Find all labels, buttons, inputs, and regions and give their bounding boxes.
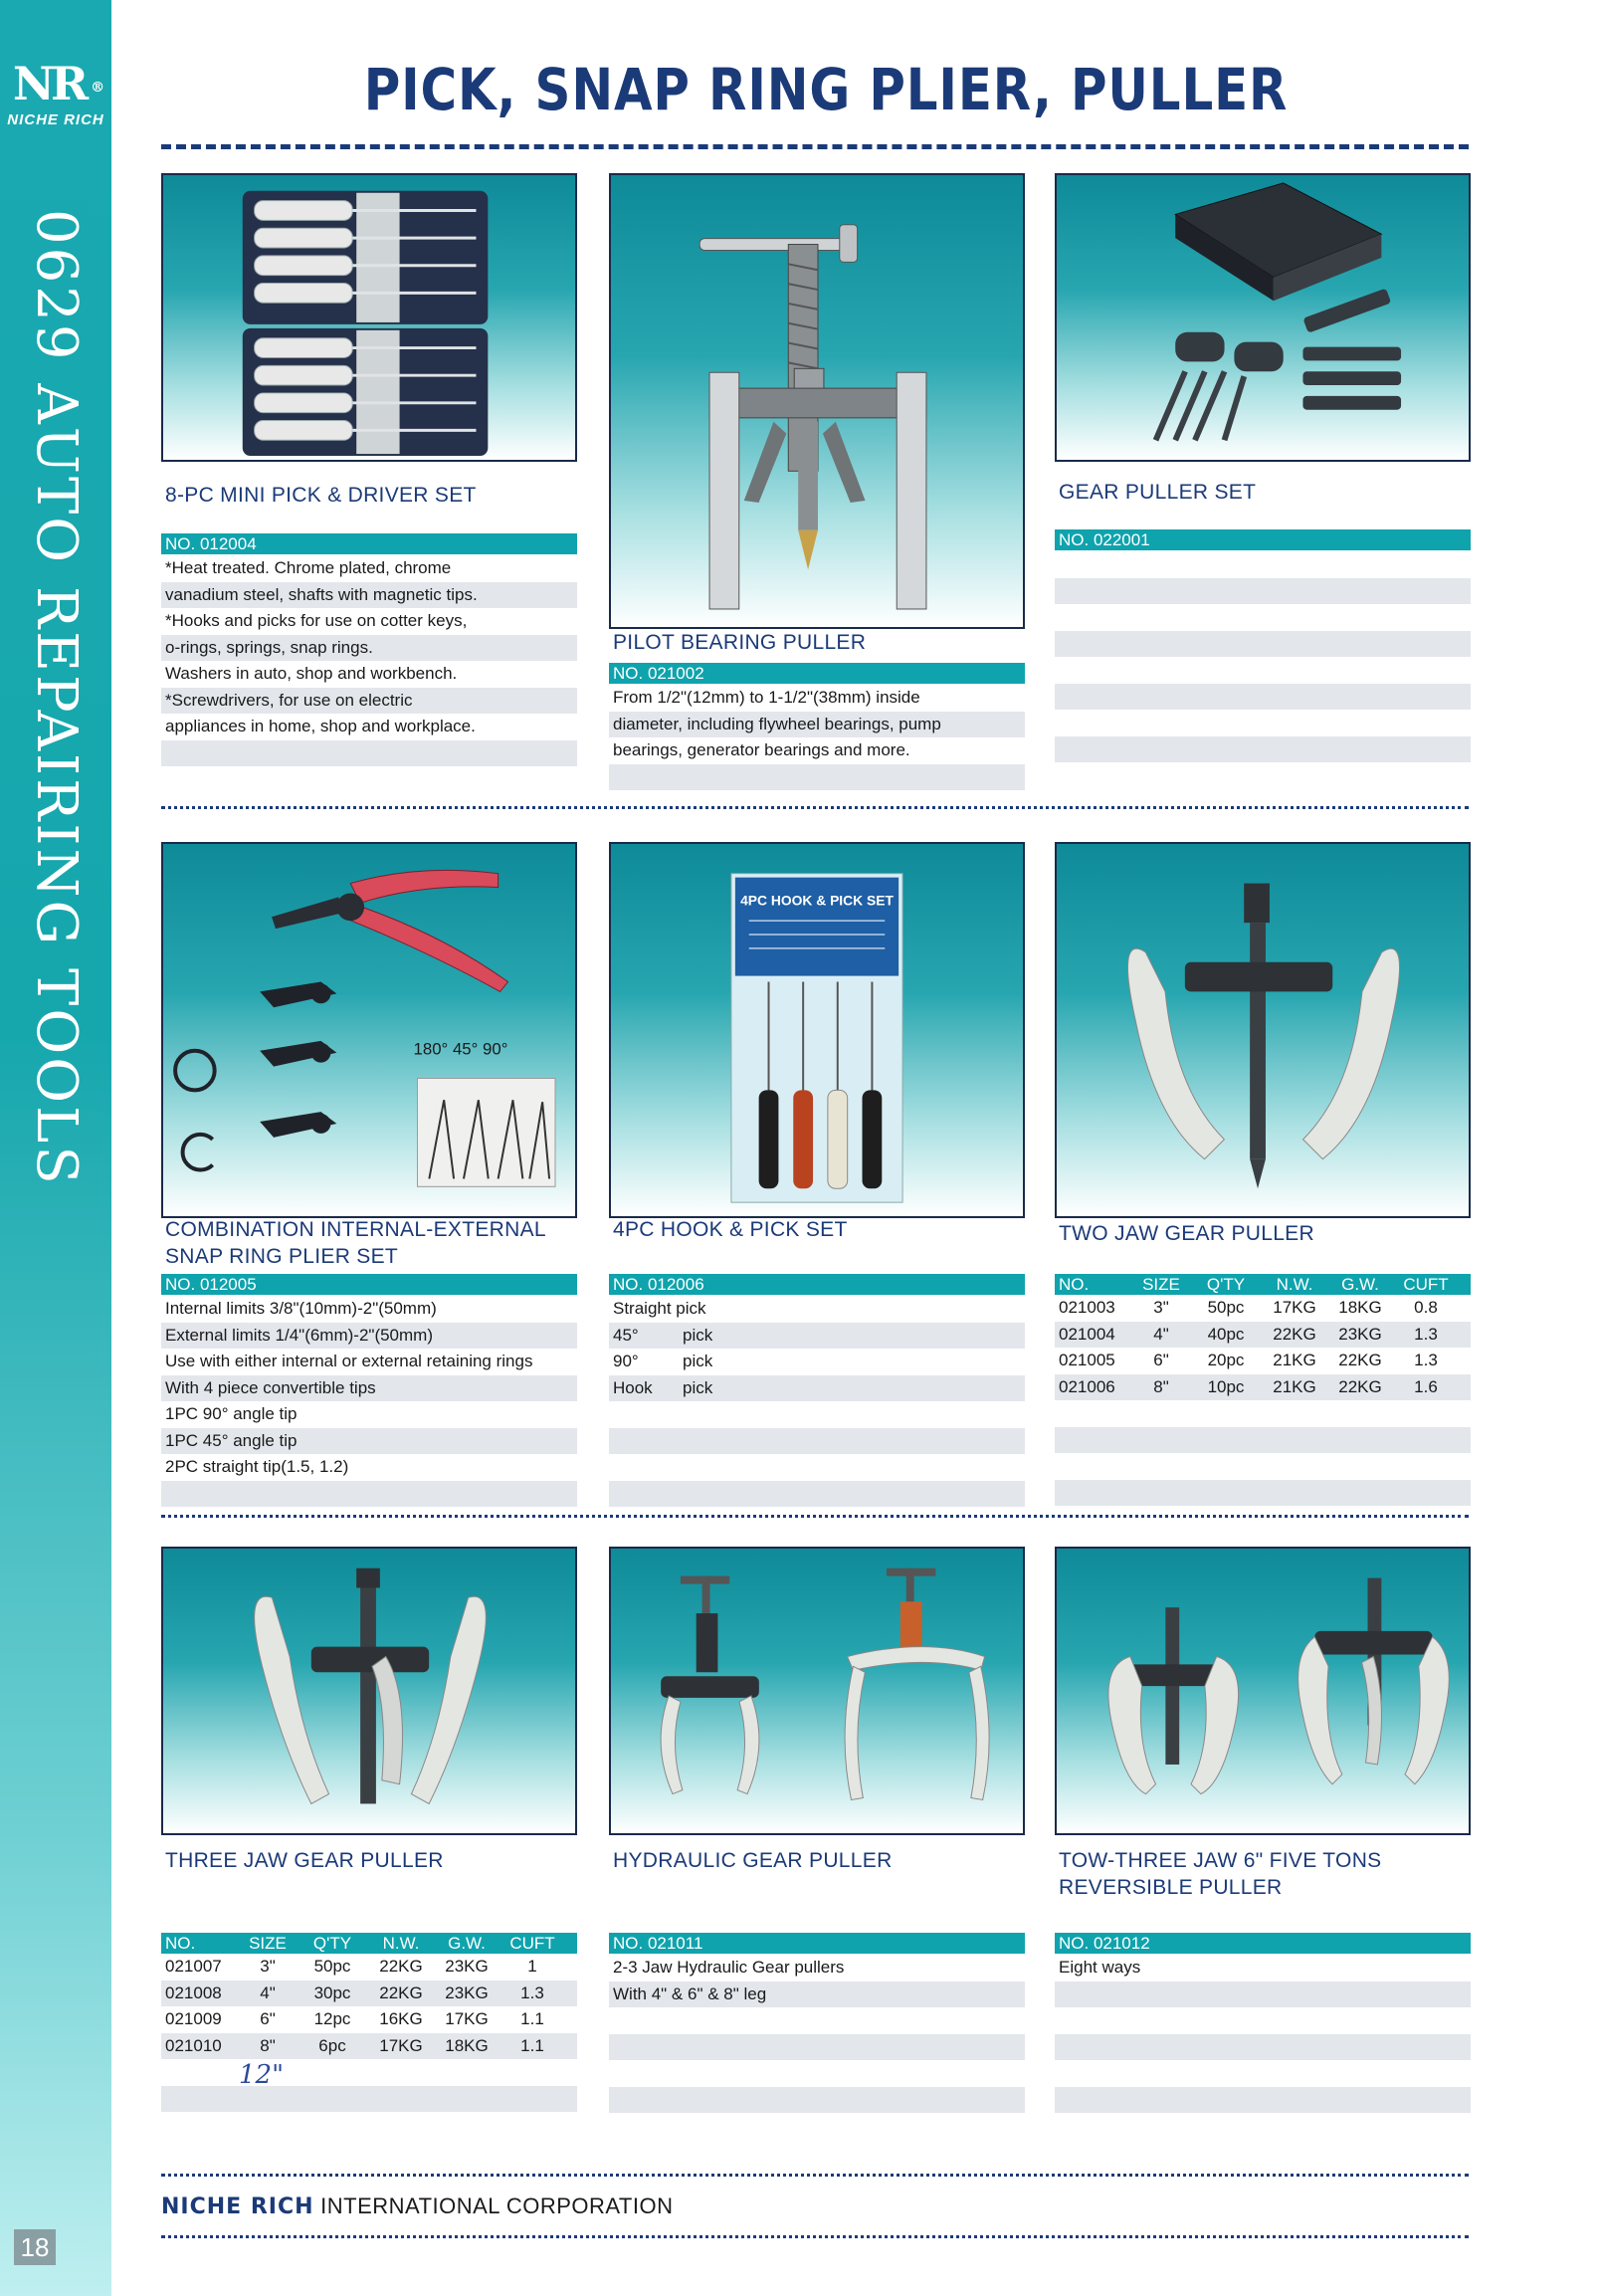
three-jaw-photo — [161, 1547, 577, 1835]
pilot-bearing-features — [609, 685, 1025, 790]
spacer-line — [609, 1401, 1025, 1428]
hook-pick-number: NO. 012006 — [609, 1274, 1025, 1295]
three-jaw-spec-table — [161, 1933, 577, 2112]
feature-line: vanadium steel, shafts with magnetic tips. — [161, 582, 577, 609]
hook-pick-photo — [609, 842, 1025, 1218]
hydraulic-title: HYDRAULIC GEAR PULLER — [613, 1849, 893, 1872]
hydraulic-illustration — [611, 1549, 1023, 1833]
brand-logo — [0, 58, 111, 128]
three-jaw-title: THREE JAW GEAR PULLER — [165, 1849, 444, 1872]
mini-pick-number: NO. 012004 — [161, 533, 577, 554]
feature-line: With 4" & 6" & 8" leg — [609, 1982, 1025, 2008]
footer-divider-top — [161, 2174, 1469, 2177]
feature-line: With 4 piece convertible tips — [161, 1375, 577, 1402]
row-divider — [161, 806, 1469, 809]
spec-header-row: NO. SIZE Q'TY N.W. G.W. CUFT — [1055, 1274, 1471, 1295]
spacer-line — [609, 2007, 1025, 2034]
spacer-line — [1055, 1427, 1471, 1454]
feature-line: Washers in auto, shop and workbench. — [165, 664, 458, 683]
spacer-line — [1055, 1480, 1471, 1507]
spacer-line — [161, 2086, 577, 2113]
table-row: 021007 3" 50pc 22KG 23KG 1 — [165, 1957, 537, 1976]
reversible-illustration — [1057, 1549, 1469, 1833]
logo-name: NICHE RICH — [7, 111, 104, 128]
footer-brand: NICHE RICH — [161, 2194, 314, 2219]
feature-line: 2-3 Jaw Hydraulic Gear pullers — [613, 1958, 845, 1977]
feature-line: diameter, including flywheel bearings, pump — [609, 712, 1025, 738]
mini-pick-features — [161, 555, 577, 766]
two-jaw-title: TWO JAW GEAR PULLER — [1059, 1222, 1314, 1245]
snap-ring-title-line-1: COMBINATION INTERNAL-EXTERNAL — [165, 1218, 546, 1241]
spacer-line — [1055, 2007, 1471, 2034]
feature-line: *Hooks and picks for use on cotter keys, — [165, 611, 468, 630]
spacer-line — [1055, 551, 1471, 578]
spacer-line — [1055, 2034, 1471, 2061]
spacer-line — [1055, 736, 1471, 763]
feature-line: 1PC 90° angle tip — [165, 1404, 298, 1423]
feature-line: 90° pick — [613, 1352, 713, 1370]
hydraulic-features — [609, 1955, 1025, 2113]
spacer-line — [609, 1454, 1025, 1481]
spacer-line — [1055, 710, 1471, 736]
gear-puller-set-features — [1055, 551, 1471, 762]
spacer-line — [609, 2034, 1025, 2061]
spacer-line — [1055, 2087, 1471, 2114]
feature-line: o-rings, springs, snap rings. — [161, 635, 577, 662]
spacer-line — [1055, 631, 1471, 658]
package-label: 4PC HOOK & PICK SET — [740, 892, 894, 909]
reversible-photo — [1055, 1547, 1471, 1835]
hydraulic-number: NO. 021011 — [609, 1933, 1025, 1954]
spacer-line — [161, 2059, 577, 2086]
spacer-line — [1055, 578, 1471, 605]
table-row: 021009 6" 12pc 16KG 17KG 1.1 — [165, 2009, 544, 2028]
pilot-bearing-illustration — [611, 175, 1023, 627]
feature-line: bearings, generator bearings and more. — [613, 740, 910, 759]
spacer-line — [1055, 657, 1471, 684]
feature-line: *Heat treated. Chrome plated, chrome — [165, 558, 452, 577]
pilot-bearing-photo — [609, 173, 1025, 629]
feature-line: Use with either internal or external retaining rings — [165, 1352, 533, 1370]
footer-company-rest: INTERNATIONAL CORPORATION — [313, 2193, 674, 2218]
feature-line: Hook pick — [609, 1375, 1025, 1402]
spacer-line — [161, 1481, 577, 1508]
snap-ring-title — [165, 1216, 546, 1270]
table-row: 021004 4" 40pc 22KG 23KG 1.3 — [1055, 1322, 1471, 1349]
feature-line: 1PC 45° angle tip — [161, 1428, 577, 1455]
mini-pick-illustration — [163, 175, 575, 460]
gear-puller-set-illustration — [1057, 175, 1469, 460]
feature-line: appliances in home, shop and workplace. — [165, 717, 476, 735]
page-title: PICK, SNAP RING PLIER, PULLER — [363, 56, 1289, 123]
spacer-line — [1055, 684, 1471, 711]
feature-line: *Screwdrivers, for use on electric — [161, 688, 577, 715]
pilot-bearing-title: PILOT BEARING PULLER — [613, 631, 867, 654]
angle-labels: 180° 45° 90° — [413, 1039, 508, 1059]
spacer-line — [609, 2087, 1025, 2114]
handwritten-note: 12" — [239, 2060, 285, 2090]
footer-divider-bottom — [161, 2235, 1469, 2238]
spacer-line — [609, 2060, 1025, 2087]
hook-pick-title: 4PC HOOK & PICK SET — [613, 1218, 848, 1241]
table-row: 021005 6" 20pc 21KG 22KG 1.3 — [1059, 1351, 1438, 1369]
reversible-title-line-2: REVERSIBLE PULLER — [1059, 1876, 1283, 1899]
gear-puller-set-title: GEAR PULLER SET — [1059, 481, 1257, 504]
feature-line: Internal limits 3/8"(10mm)-2"(50mm) — [165, 1299, 437, 1318]
spec-header-row: NO. SIZE Q'TY N.W. G.W. CUFT — [161, 1933, 577, 1954]
spacer-line — [1055, 1982, 1471, 2008]
spacer-line — [161, 740, 577, 767]
table-row: 021003 3" 50pc 17KG 18KG 0.8 — [1059, 1298, 1438, 1317]
mini-pick-photo — [161, 173, 577, 462]
hydraulic-photo — [609, 1547, 1025, 1835]
footer-company — [161, 2193, 673, 2219]
vertical-section-title: 0629 AUTO REPAIRING TOOLS — [24, 209, 89, 1187]
hook-pick-features — [609, 1296, 1025, 1507]
feature-line: 45° pick — [609, 1323, 1025, 1350]
feature-line: Eight ways — [1059, 1958, 1141, 1977]
page-number: 18 — [14, 2229, 56, 2265]
spacer-line — [609, 764, 1025, 791]
feature-line: Straight pick — [613, 1299, 706, 1318]
two-jaw-photo — [1055, 842, 1471, 1218]
table-row: 021006 8" 10pc 21KG 22KG 1.6 — [1055, 1374, 1471, 1401]
two-jaw-illustration — [1057, 844, 1469, 1216]
header-divider — [161, 144, 1469, 149]
reversible-features — [1055, 1955, 1471, 2113]
table-row: 021008 4" 30pc 22KG 23KG 1.3 — [161, 1981, 577, 2007]
pilot-bearing-number: NO. 021002 — [609, 663, 1025, 684]
spacer-line — [609, 1428, 1025, 1455]
gear-puller-set-photo — [1055, 173, 1471, 462]
mini-pick-title: 8-PC MINI PICK & DRIVER SET — [165, 484, 477, 507]
reversible-title-line-1: TOW-THREE JAW 6" FIVE TONS — [1059, 1849, 1382, 1872]
two-jaw-spec-table — [1055, 1274, 1471, 1506]
feature-line: From 1/2"(12mm) to 1-1/2"(38mm) inside — [613, 688, 920, 707]
reversible-number: NO. 021012 — [1055, 1933, 1471, 1954]
snap-ring-illustration — [163, 844, 575, 1216]
spacer-line — [1055, 1400, 1471, 1427]
three-jaw-illustration — [163, 1549, 575, 1833]
table-row: 021010 8" 6pc 17KG 18KG 1.1 — [161, 2033, 577, 2060]
sidebar — [0, 0, 111, 2296]
snap-ring-title-line-2: SNAP RING PLIER SET — [165, 1245, 399, 1268]
spacer-line — [1055, 604, 1471, 631]
snap-ring-number: NO. 012005 — [161, 1274, 577, 1295]
reversible-title — [1059, 1847, 1381, 1901]
gear-puller-set-number: NO. 022001 — [1055, 529, 1471, 550]
hook-pick-illustration — [611, 844, 1023, 1216]
row-divider — [161, 1515, 1469, 1518]
spacer-line — [1055, 1453, 1471, 1480]
spacer-line — [1055, 2060, 1471, 2087]
snap-ring-features — [161, 1296, 577, 1507]
spacer-line — [609, 1481, 1025, 1508]
snap-ring-photo — [161, 842, 577, 1218]
feature-line: 2PC straight tip(1.5, 1.2) — [165, 1457, 349, 1476]
logo-mark: NR ® — [12, 57, 105, 110]
feature-line: External limits 1/4"(6mm)-2"(50mm) — [161, 1323, 577, 1350]
